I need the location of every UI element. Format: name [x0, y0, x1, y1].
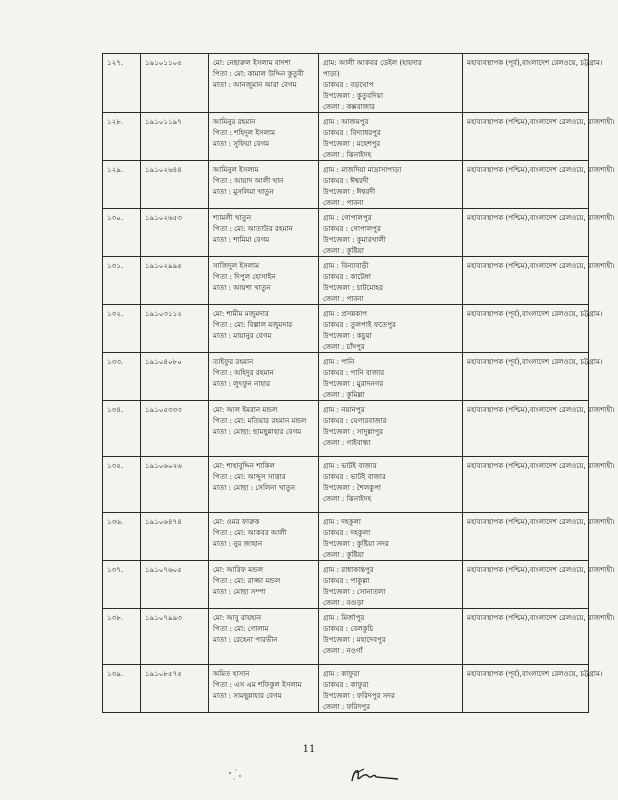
address-cell [319, 161, 463, 209]
father-name: পিতা : এস এম শফিকুল ইসলাম [213, 680, 302, 689]
address-line: ডাকঘর : পানি বাজার [323, 368, 385, 377]
address-line: গ্রাম : পানি [323, 357, 355, 366]
candidate-name: মো: আবু রায়হান [213, 613, 262, 622]
address-line: উপজেলা : কুতুবদিয়া [323, 91, 384, 100]
father-name: পিতা : মো: মতিয়ার রহমান মন্ডল [213, 416, 307, 425]
serial-cell [103, 609, 141, 665]
table-row [103, 457, 589, 513]
roll-cell [141, 161, 209, 209]
roll-number: ১৯১০৭৬০৫ [145, 565, 182, 574]
name-cell [209, 401, 319, 457]
table-row [103, 401, 589, 457]
table-row [103, 609, 589, 665]
roll-number: ১৯১০১১৯৭ [145, 117, 182, 126]
name-cell [209, 54, 319, 113]
address-line: ডাকঘর : ঈশ্বরদী [323, 176, 369, 185]
table-row [103, 513, 589, 561]
candidate-name: আমিনুল ইসলাম [213, 165, 259, 174]
address-line: জেলা : চাঁদপুর [323, 342, 365, 351]
address-line: জেলা : পাবনা [323, 294, 364, 303]
address-cell [319, 353, 463, 401]
address-cell [319, 54, 463, 113]
address-cell [319, 305, 463, 353]
candidate-name: সাজিদুল ইসলাম [213, 261, 260, 270]
mother-name: মাতা : শামিমা বেগম [213, 235, 270, 244]
table-row [103, 209, 589, 257]
address-line: গ্রাম: আলী আকবর ডেইল (হায়দার [323, 58, 422, 67]
table-row [103, 305, 589, 353]
address-line: ডাকঘর : দহকুলা [323, 528, 371, 537]
roll-number: ১৯১০২৯৯৫ [145, 261, 182, 270]
father-name: পিতা : মো: আব্দুস সাত্তার [213, 472, 286, 481]
signature [346, 763, 406, 789]
name-cell [209, 513, 319, 561]
office-cell [463, 113, 615, 161]
address-line: উপজেলা : ঈশ্বরদী [323, 187, 376, 196]
name-cell [209, 457, 319, 513]
father-name: পিতা : মো: গোলাম [213, 624, 269, 633]
address-line: জেলা : গাইবান্ধা [323, 438, 371, 447]
address-line: ডাকঘর : তুলপাই ফতেপুর [323, 320, 396, 329]
serial-number: ১৩৪. [107, 405, 124, 414]
serial-number: ১৩১. [107, 261, 124, 270]
roll-number: ১৯১০২৬৫৩ [145, 213, 182, 222]
office-cell [463, 353, 603, 401]
page-number: 11 [302, 744, 316, 755]
address-cell [319, 665, 463, 713]
address-cell [319, 401, 463, 457]
office-cell [463, 209, 615, 257]
address-line: জেলা : ঝিনাইদহ [323, 494, 372, 503]
table-row [103, 54, 589, 113]
address-line: উপজেলা : কুষ্টিয়া সদর [323, 539, 389, 548]
roll-cell [141, 513, 209, 561]
address-line: উপজেলা : ফরিদপুর সদর [323, 691, 395, 700]
roll-cell [141, 561, 209, 609]
address-line: জেলা : কক্সবাজার [323, 102, 375, 111]
office-cell [463, 257, 615, 305]
mother-name: মাতা : লুৎফুন নাহার [213, 379, 271, 388]
mother-name: মাতা : মোছা : সেলিনা খাতুন [213, 483, 296, 492]
roll-cell [141, 353, 209, 401]
serial-cell [103, 561, 141, 609]
roll-cell [141, 457, 209, 513]
address-cell [319, 209, 463, 257]
name-cell [209, 113, 319, 161]
address-line: ডাকঘর : গোপালপুর [323, 224, 381, 233]
roll-number: ১৯১০২৬৪৪ [145, 165, 182, 174]
serial-number: ১২৮. [107, 117, 124, 126]
name-cell [209, 665, 319, 713]
serial-cell [103, 513, 141, 561]
father-name: পিতা : অহিদুর রহমান [213, 368, 274, 377]
address-line: পাড়া) [323, 69, 340, 78]
address-line: ডাকঘর : বিদ্যাধরপুর [323, 128, 381, 137]
roll-cell [141, 209, 209, 257]
address-line: গ্রাম : আজমপুর [323, 117, 369, 126]
address-line: উপজেলা : শৈলকুপা [323, 483, 381, 492]
office-cell [463, 561, 615, 609]
office-cell [463, 305, 603, 353]
father-name: পিতা : শহিদুল ইসলাম [213, 128, 276, 137]
address-line: উপজেলা : কচুয়া [323, 331, 372, 340]
office-name: মহাব্যবস্থাপক (পশ্চিম),বাংলাদেশ রেলওয়ে, রাজশাহী। [467, 261, 615, 270]
mother-name: মাতা : সামছুন্নাহার বেগম [213, 691, 282, 700]
scan-specks [226, 767, 266, 787]
serial-number: ১৩২. [107, 309, 124, 318]
candidate-name: মো: ওমর ফারুক [213, 517, 260, 526]
mother-name: মাতা : আনজুমান আরা বেগম [213, 80, 297, 89]
serial-cell [103, 665, 141, 713]
roll-cell [141, 401, 209, 457]
serial-number: ১৩৮. [107, 613, 124, 622]
serial-cell [103, 457, 141, 513]
address-line: জেলা : কুষ্টিয়া [323, 246, 364, 255]
serial-cell [103, 209, 141, 257]
serial-number: ১৩৭. [107, 565, 124, 574]
name-cell [209, 305, 319, 353]
address-line: ডাকঘর : বড়ঘোপ [323, 80, 374, 89]
address-line: জেলা : ঝিনাইদহ [323, 150, 372, 159]
office-name: মহাব্যবস্থাপক (পশ্চিম),বাংলাদেশ রেলওয়ে, রাজশাহী। [467, 213, 615, 222]
address-line: উপজেলা : মুরাদনগর [323, 379, 384, 388]
name-cell [209, 609, 319, 665]
mother-name: মাতা : মুসলিমা খাতুন [213, 187, 274, 196]
address-line: উপজেলা : মহাদেবপুর [323, 635, 386, 644]
candidate-name: শ্যামলী খাতুন [213, 213, 252, 222]
office-name: মহাব্যবস্থাপক (পশ্চিম),বাংলাদেশ রেলওয়ে, রাজশাহী। [467, 405, 615, 414]
office-name: মহাব্যবস্থাপক (পশ্চিম),বাংলাদেশ রেলওয়ে, রাজশাহী। [467, 165, 615, 174]
table-row [103, 561, 589, 609]
roll-number: ১৯১০৭৯৯৩ [145, 613, 182, 622]
father-name: পিতা : মো: রাজ্জা মন্ডল [213, 576, 281, 585]
serial-number: ১৩০. [107, 213, 124, 222]
address-line: ডাকঘর : পাকুল্লা [323, 576, 370, 585]
roll-number: ১৯১০৩১১২ [145, 309, 182, 318]
address-line: গ্রাম : মাজদিয়া মাদ্রাসাপাড়া [323, 165, 402, 174]
office-name: মহাব্যবস্থাপক (পশ্চিম),বাংলাদেশ রেলওয়ে, রাজশাহী। [467, 565, 615, 574]
table-row [103, 161, 589, 209]
candidate-name: মো: নেছারুল ইসলাম বাদশা [213, 58, 291, 67]
address-line: উপজেলা : সাদুল্লাপুর [323, 427, 384, 436]
address-line: গ্রাম : কাফুরা [323, 669, 360, 678]
serial-cell [103, 305, 141, 353]
roll-cell [141, 609, 209, 665]
address-line: ডাকঘর : ভাটই বাজার [323, 472, 386, 481]
address-line: উপজেলা : সোনাতলা [323, 587, 386, 596]
serial-cell [103, 401, 141, 457]
office-cell [463, 54, 603, 113]
address-line: উপজেলা : চাটমোহর [323, 283, 384, 292]
address-line: গ্রাম : বিন্যাবাড়ী [323, 261, 369, 270]
serial-cell [103, 113, 141, 161]
address-line: গ্রাম : দহকুলা [323, 517, 361, 526]
table-row [103, 257, 589, 305]
address-line: জেলা : ফরিদপুর [323, 702, 371, 711]
office-name: মহাব্যবস্থাপক (পূর্ব),বাংলাদেশ রেলওয়ে, চট্টগ্রাম। [467, 58, 603, 67]
candidate-name: মো: আল ইমরান মন্ডল [213, 405, 278, 414]
father-name: পিতা : দিপুল হোসাইন [213, 272, 276, 281]
address-line: ডাকঘর : ঘেগারবাজার [323, 416, 387, 425]
roll-number: ১৯১০৪০৮০ [145, 357, 182, 366]
roll-number: ১৯১০৫৩৩৩ [145, 405, 182, 414]
office-name: মহাব্যবস্থাপক (পশ্চিম),বাংলাদেশ রেলওয়ে, রাজশাহী। [467, 117, 615, 126]
father-name: পিতা : মো: কামাল উদ্দিন কুতুবী [213, 69, 304, 78]
address-line: জেলা : নওগাঁ [323, 646, 363, 655]
serial-number: ১৩৩. [107, 357, 124, 366]
candidate-name: মো: আরিফ মন্ডল [213, 565, 264, 574]
office-cell [463, 161, 615, 209]
address-line: গ্রাম : রাধাকান্তপুর [323, 565, 374, 574]
office-cell [463, 609, 615, 665]
address-line: জেলা : কুমিল্লা [323, 390, 365, 399]
candidate-name: তাইফুর রহমান [213, 357, 254, 366]
serial-number: ১৩৫. [107, 461, 124, 470]
serial-number: ১২৭. [107, 58, 124, 67]
serial-cell [103, 257, 141, 305]
roll-cell [141, 665, 209, 713]
serial-number: ১২৯. [107, 165, 124, 174]
father-name: পিতা : মো: বিল্লাল মজুমদার [213, 320, 293, 329]
office-name: মহাব্যবস্থাপক (পূর্ব),বাংলাদেশ রেলওয়ে, চট্টগ্রাম। [467, 309, 603, 318]
mother-name: মাতা : মায়ানুর বেগম [213, 331, 272, 340]
roll-cell [141, 113, 209, 161]
address-cell [319, 513, 463, 561]
roll-cell [141, 305, 209, 353]
address-cell [319, 457, 463, 513]
table-row [103, 665, 589, 713]
address-line: জেলা : পাবনা [323, 198, 364, 207]
office-cell [463, 513, 615, 561]
candidate-table-body [103, 54, 615, 713]
office-cell [463, 457, 615, 513]
mother-name: মাতা : মোছা সম্পা [213, 587, 266, 596]
address-line: ডাকঘর : কাটেঙ্গা [323, 272, 371, 281]
roll-number: ১৯১০৬০২৬ [145, 461, 182, 470]
address-line: গ্রাম : নয়ানপুর [323, 405, 365, 414]
address-line: গ্রাম : গোপালপুর [323, 213, 372, 222]
roll-cell [141, 54, 209, 113]
table-row [103, 113, 589, 161]
address-cell [319, 257, 463, 305]
mother-name: মাতা : মোছা: ছামছুন্নাহার বেগম [213, 427, 302, 436]
mother-name: মাতা : সুফিয়া বেগম [213, 139, 270, 148]
roll-number: ১৯১০৮৫৭৫ [145, 669, 182, 678]
serial-number: ১৩৬. [107, 517, 124, 526]
address-cell [319, 609, 463, 665]
mother-name: মাতা : আয়শা খাতুন [213, 283, 271, 292]
table-row [103, 353, 589, 401]
candidate-name: অমিত হাসান [213, 669, 250, 678]
address-line: উপজেলা : মহেশপুর [323, 139, 381, 148]
roll-number: ১৯১০৬৪৭৪ [145, 517, 182, 526]
serial-cell [103, 54, 141, 113]
father-name: পিতা : মো: আতাউর রহমান [213, 224, 293, 233]
address-line: ডাকঘর : বেলকুচি [323, 624, 374, 633]
father-name: পিতা : আয়াদ আলী খান [213, 176, 284, 185]
office-cell [463, 401, 615, 457]
mother-name: মাতা : নুর জাহান [213, 539, 263, 548]
candidate-name: মো: শামীম মজুমদার [213, 309, 269, 318]
name-cell [209, 353, 319, 401]
name-cell [209, 257, 319, 305]
office-name: মহাব্যবস্থাপক (পূর্ব),বাংলাদেশ রেলওয়ে, চট্টগ্রাম। [467, 357, 603, 366]
serial-cell [103, 161, 141, 209]
office-name: মহাব্যবস্থাপক (পশ্চিম),বাংলাদেশ রেলওয়ে, রাজশাহী। [467, 517, 615, 526]
address-cell [319, 561, 463, 609]
roll-number: ১৯১০১১০৫ [145, 58, 182, 67]
serial-cell [103, 353, 141, 401]
father-name: পিতা : মো: আকবর আলী [213, 528, 287, 537]
address-line: গ্রাম : ভাটই বাজার [323, 461, 377, 470]
office-cell [463, 665, 603, 713]
address-line: উপজেলা : কুমারখালী [323, 235, 386, 244]
mother-name: মাতা : রেহেনা পারভীন [213, 635, 278, 644]
address-line: জেলা : কুষ্টিয়া [323, 550, 364, 559]
name-cell [209, 209, 319, 257]
address-line: ডাকঘর : কাফুরা [323, 680, 369, 689]
serial-number: ১৩৯. [107, 669, 124, 678]
address-line: জেলা : বগুড়া [323, 598, 364, 607]
name-cell [209, 561, 319, 609]
candidate-table [102, 53, 615, 713]
roll-cell [141, 257, 209, 305]
address-cell [319, 113, 463, 161]
office-name: মহাব্যবস্থাপক (পশ্চিম),বাংলাদেশ রেলওয়ে, রাজশাহী। [467, 461, 615, 470]
candidate-name: আমিনুর রহমান [213, 117, 256, 126]
name-cell [209, 161, 319, 209]
address-line: গ্রাম : প্রসন্নকাপ [323, 309, 368, 318]
office-name: মহাব্যবস্থাপক (পূর্ব),বাংলাদেশ রেলওয়ে, চট্টগ্রাম। [467, 669, 603, 678]
address-line: গ্রাম : মির্জাপুর [323, 613, 365, 622]
office-name: মহাব্যবস্থাপক (পশ্চিম),বাংলাদেশ রেলওয়ে, রাজশাহী। [467, 613, 615, 622]
candidate-name: মো: শাহাবুদ্দিন শাকিল [213, 461, 275, 470]
